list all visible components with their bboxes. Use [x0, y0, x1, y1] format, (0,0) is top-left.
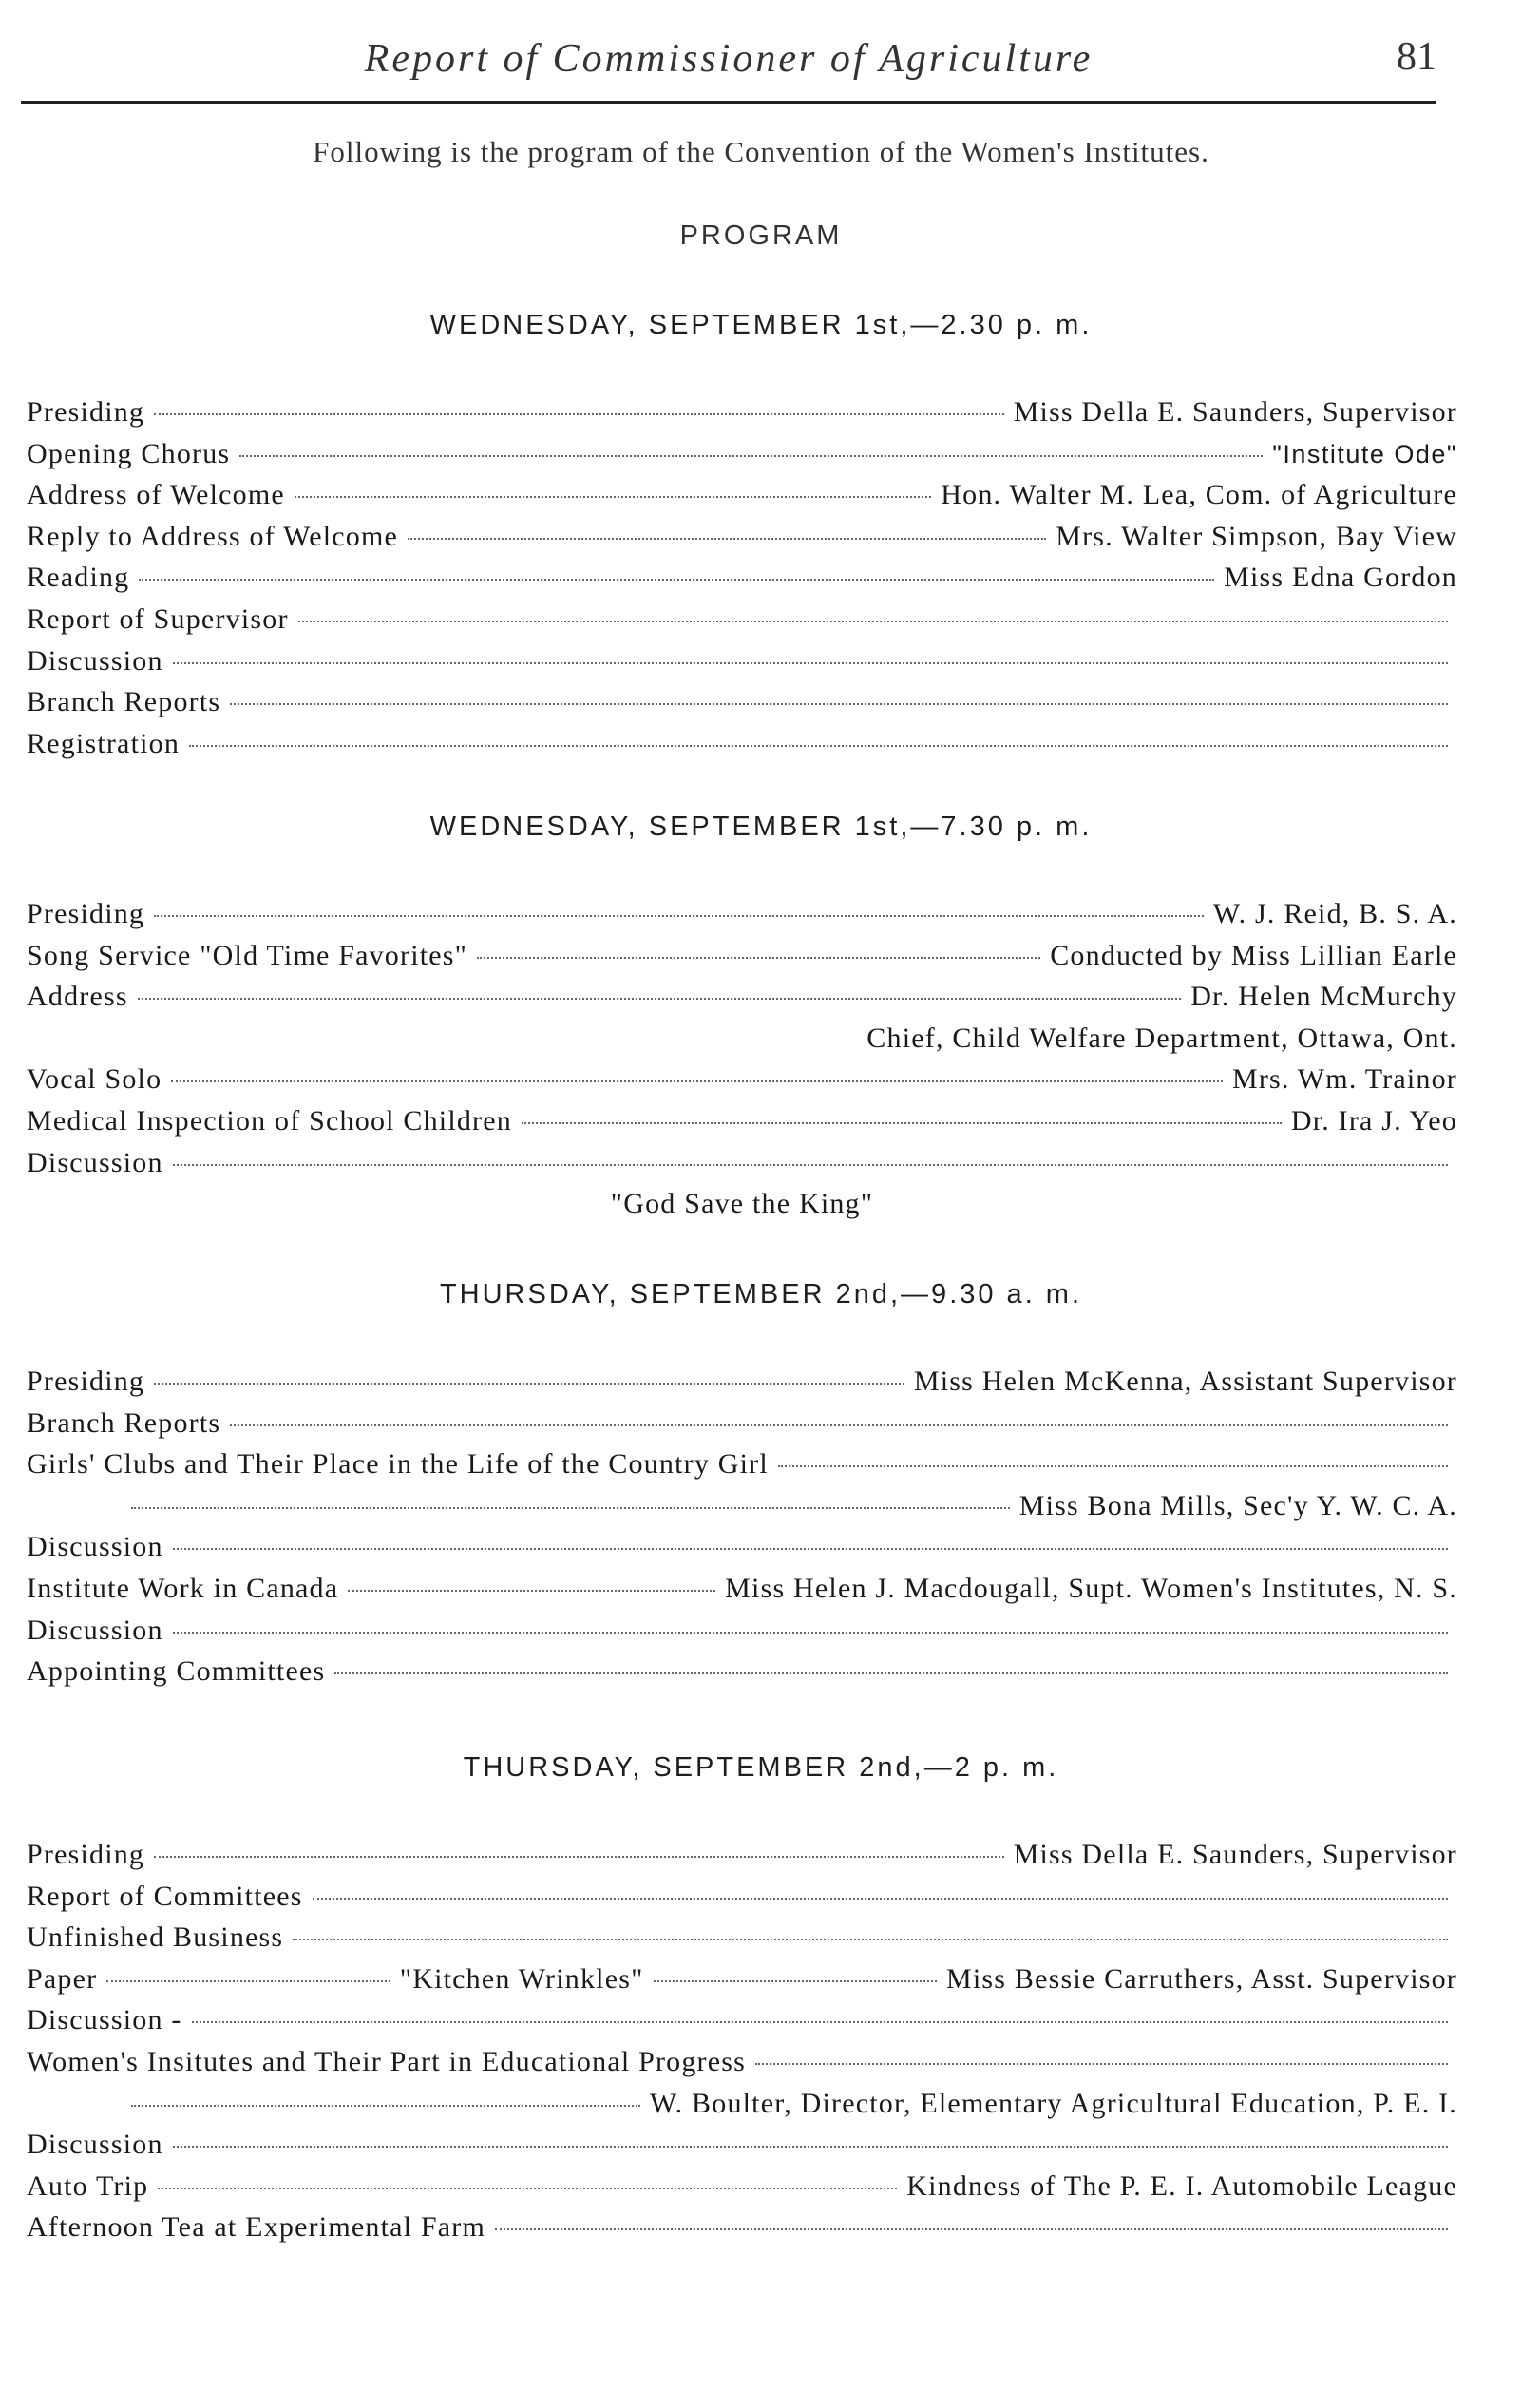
dot-leader [654, 1980, 937, 1982]
dot-leader [173, 1164, 1448, 1166]
running-head [21, 27, 1436, 104]
dot-leader [230, 703, 1448, 705]
item-label: Branch Reports [27, 686, 221, 718]
dot-leader [173, 662, 1448, 664]
program-item [27, 1999, 1457, 2041]
dot-leader [173, 2146, 1448, 2148]
program-item [27, 1917, 1457, 1959]
item-label: Institute Work in Canada [27, 1572, 339, 1604]
program-item [27, 392, 1457, 433]
dot-leader [154, 1383, 904, 1385]
item-value: Miss Della E. Saunders, Supervisor [1013, 396, 1457, 428]
program-item [27, 935, 1457, 977]
dot-leader [131, 1507, 1010, 1509]
program-section [27, 1273, 1457, 1692]
program-item [27, 599, 1457, 640]
program-item [27, 1876, 1457, 1918]
dot-leader [408, 538, 1046, 540]
item-label: Report of Supervisor [27, 602, 289, 635]
dot-leader [778, 1465, 1448, 1467]
program-item [27, 976, 1457, 1018]
item-value: "Institute Ode" [1272, 439, 1457, 468]
dot-leader [106, 1980, 390, 1982]
program-item [27, 1959, 1457, 2000]
item-label: Discussion [27, 2129, 163, 2161]
item-value: W. J. Reid, B. S. A. [1212, 898, 1457, 929]
item-value: Miss Edna Gordon [1224, 562, 1457, 594]
dot-leader [189, 745, 1448, 747]
dot-leader [138, 998, 1182, 1000]
program-item [27, 1142, 1457, 1184]
dot-leader [477, 957, 1040, 959]
item-label: Medical Inspection of School Children [27, 1104, 512, 1137]
program-item [27, 516, 1457, 558]
item-label: Song Service "Old Time Favorites" [27, 939, 468, 971]
item-value: Miss Helen J. Macdougall, Supt. Women's Institutes, N. S. [725, 1572, 1457, 1604]
program-item [27, 1403, 1457, 1444]
dot-leader [171, 1080, 1223, 1082]
item-label: Address of Welcome [27, 479, 285, 511]
item-value: Kindness of The P. E. I. Automobile League [906, 2169, 1457, 2202]
section-heading: WEDNESDAY, SEPTEMBER 1st,—7.30 p. m. [429, 812, 1093, 842]
program-item-continuation [27, 1018, 1457, 1060]
item-value: W. Boulter, Director, Elementary Agricultural Education, P. E. I. [649, 2087, 1457, 2119]
dot-leader [522, 1122, 1282, 1124]
item-subtitle: "Kitchen Wrinkles" [399, 1962, 644, 1995]
program-item [27, 1610, 1457, 1652]
dot-leader [495, 2228, 1448, 2230]
program-item [27, 723, 1457, 765]
program-item [27, 1568, 1457, 1610]
dot-leader [154, 413, 1003, 415]
item-label: Unfinished Business [27, 1921, 284, 1954]
program-item [27, 1526, 1457, 1568]
dot-leader [139, 579, 1214, 581]
item-label: Girls' Clubs and Their Place in the Life of the Country Girl [27, 1448, 769, 1481]
item-value: Dr. Helen McMurchy [1190, 981, 1457, 1013]
item-value: Miss Bona Mills, Sec'y Y. W. C. A. [1018, 1489, 1457, 1521]
program-item [27, 893, 1457, 935]
dot-leader [334, 1672, 1448, 1674]
item-label: Discussion [27, 1146, 163, 1178]
dot-leader [313, 1898, 1448, 1900]
program-item [27, 2124, 1457, 2166]
section-heading: THURSDAY, SEPTEMBER 2nd,—2 p. m. [463, 1752, 1059, 1783]
dot-leader [755, 2063, 1448, 2065]
item-label: Paper [27, 1962, 98, 1995]
dot-leader [230, 1424, 1448, 1426]
program-item [27, 2083, 1457, 2125]
item-value: Mrs. Walter Simpson, Bay View [1056, 520, 1457, 552]
program-item [27, 2207, 1457, 2248]
program-item [27, 1485, 1457, 1527]
page-number: 81 [1397, 35, 1436, 79]
item-label: Presiding [27, 1366, 145, 1397]
program-section [27, 1747, 1457, 2248]
program-item [27, 1834, 1457, 1876]
section-heading: WEDNESDAY, SEPTEMBER 1st,—2.30 p. m. [429, 310, 1093, 340]
dot-leader [295, 496, 931, 498]
section-heading: THURSDAY, SEPTEMBER 2nd,—9.30 a. m. [439, 1279, 1083, 1309]
item-value: Miss Bessie Carruthers, Asst. Supervisor [946, 1962, 1457, 1995]
item-value: Chief, Child Welfare Department, Ottawa, Ont. [866, 1022, 1457, 1054]
item-label: Vocal Solo [27, 1063, 162, 1096]
dot-leader [348, 1590, 715, 1592]
item-label: Women's Insitutes and Their Part in Educational Progress [27, 2045, 747, 2077]
program-item [27, 1100, 1457, 1142]
item-label: Branch Reports [27, 1406, 221, 1439]
program-item [27, 640, 1457, 682]
item-label: Reading [27, 562, 130, 594]
item-value: Miss Della E. Saunders, Supervisor [1013, 1839, 1457, 1870]
dot-leader [298, 621, 1448, 622]
item-label: Discussion [27, 644, 163, 677]
item-value: Hon. Walter M. Lea, Com. of Agriculture [941, 479, 1457, 511]
item-label: Auto Trip [27, 2169, 149, 2202]
intro-text: Following is the program of the Convention of the Women's Institutes. [313, 135, 1209, 168]
program-item [27, 1361, 1457, 1403]
program-item [27, 557, 1457, 599]
dot-leader [293, 1939, 1448, 1940]
dot-leader [173, 1632, 1448, 1634]
item-label: Reply to Address of Welcome [27, 520, 399, 552]
item-label: Opening Chorus [27, 437, 231, 469]
program-title: PROGRAM [679, 220, 843, 251]
item-label: Presiding [27, 396, 145, 428]
item-label: Presiding [27, 1839, 145, 1870]
item-label: Report of Committees [27, 1880, 303, 1912]
item-label: Address [27, 981, 128, 1013]
dot-leader [192, 2021, 1448, 2023]
running-title: Report of Commissioner of Agriculture [364, 37, 1094, 81]
item-value: Mrs. Wm. Trainor [1231, 1063, 1457, 1096]
dot-leader [239, 455, 1263, 457]
item-value: Miss Helen McKenna, Assistant Supervisor [913, 1366, 1457, 1397]
item-value: Dr. Ira J. Yeo [1290, 1104, 1457, 1137]
dot-leader [173, 1548, 1448, 1550]
program-item [27, 1443, 1457, 1485]
program-item [27, 681, 1457, 723]
item-value: "God Save the King" [610, 1188, 874, 1220]
program-item [27, 2041, 1457, 2083]
item-label: Registration [27, 727, 181, 759]
program-section [27, 806, 1457, 1225]
program-item [27, 2166, 1457, 2207]
program-item [27, 474, 1457, 516]
dot-leader [154, 915, 1204, 917]
dot-leader [158, 2188, 897, 2189]
dot-leader [154, 1856, 1003, 1858]
program-item [27, 1651, 1457, 1692]
program-item [27, 433, 1457, 475]
program-item [27, 1059, 1457, 1100]
item-label: Discussion [27, 1531, 163, 1563]
dot-leader [131, 2105, 640, 2107]
item-label: Discussion - [27, 2004, 182, 2036]
item-label: Afternoon Tea at Experimental Farm [27, 2211, 485, 2244]
item-label: Discussion [27, 1614, 163, 1646]
item-label: Presiding [27, 898, 145, 929]
item-value: Conducted by Miss Lillian Earle [1050, 939, 1457, 971]
item-label: Appointing Committees [27, 1655, 326, 1688]
closing-line [27, 1183, 1457, 1225]
program-section [27, 304, 1457, 764]
